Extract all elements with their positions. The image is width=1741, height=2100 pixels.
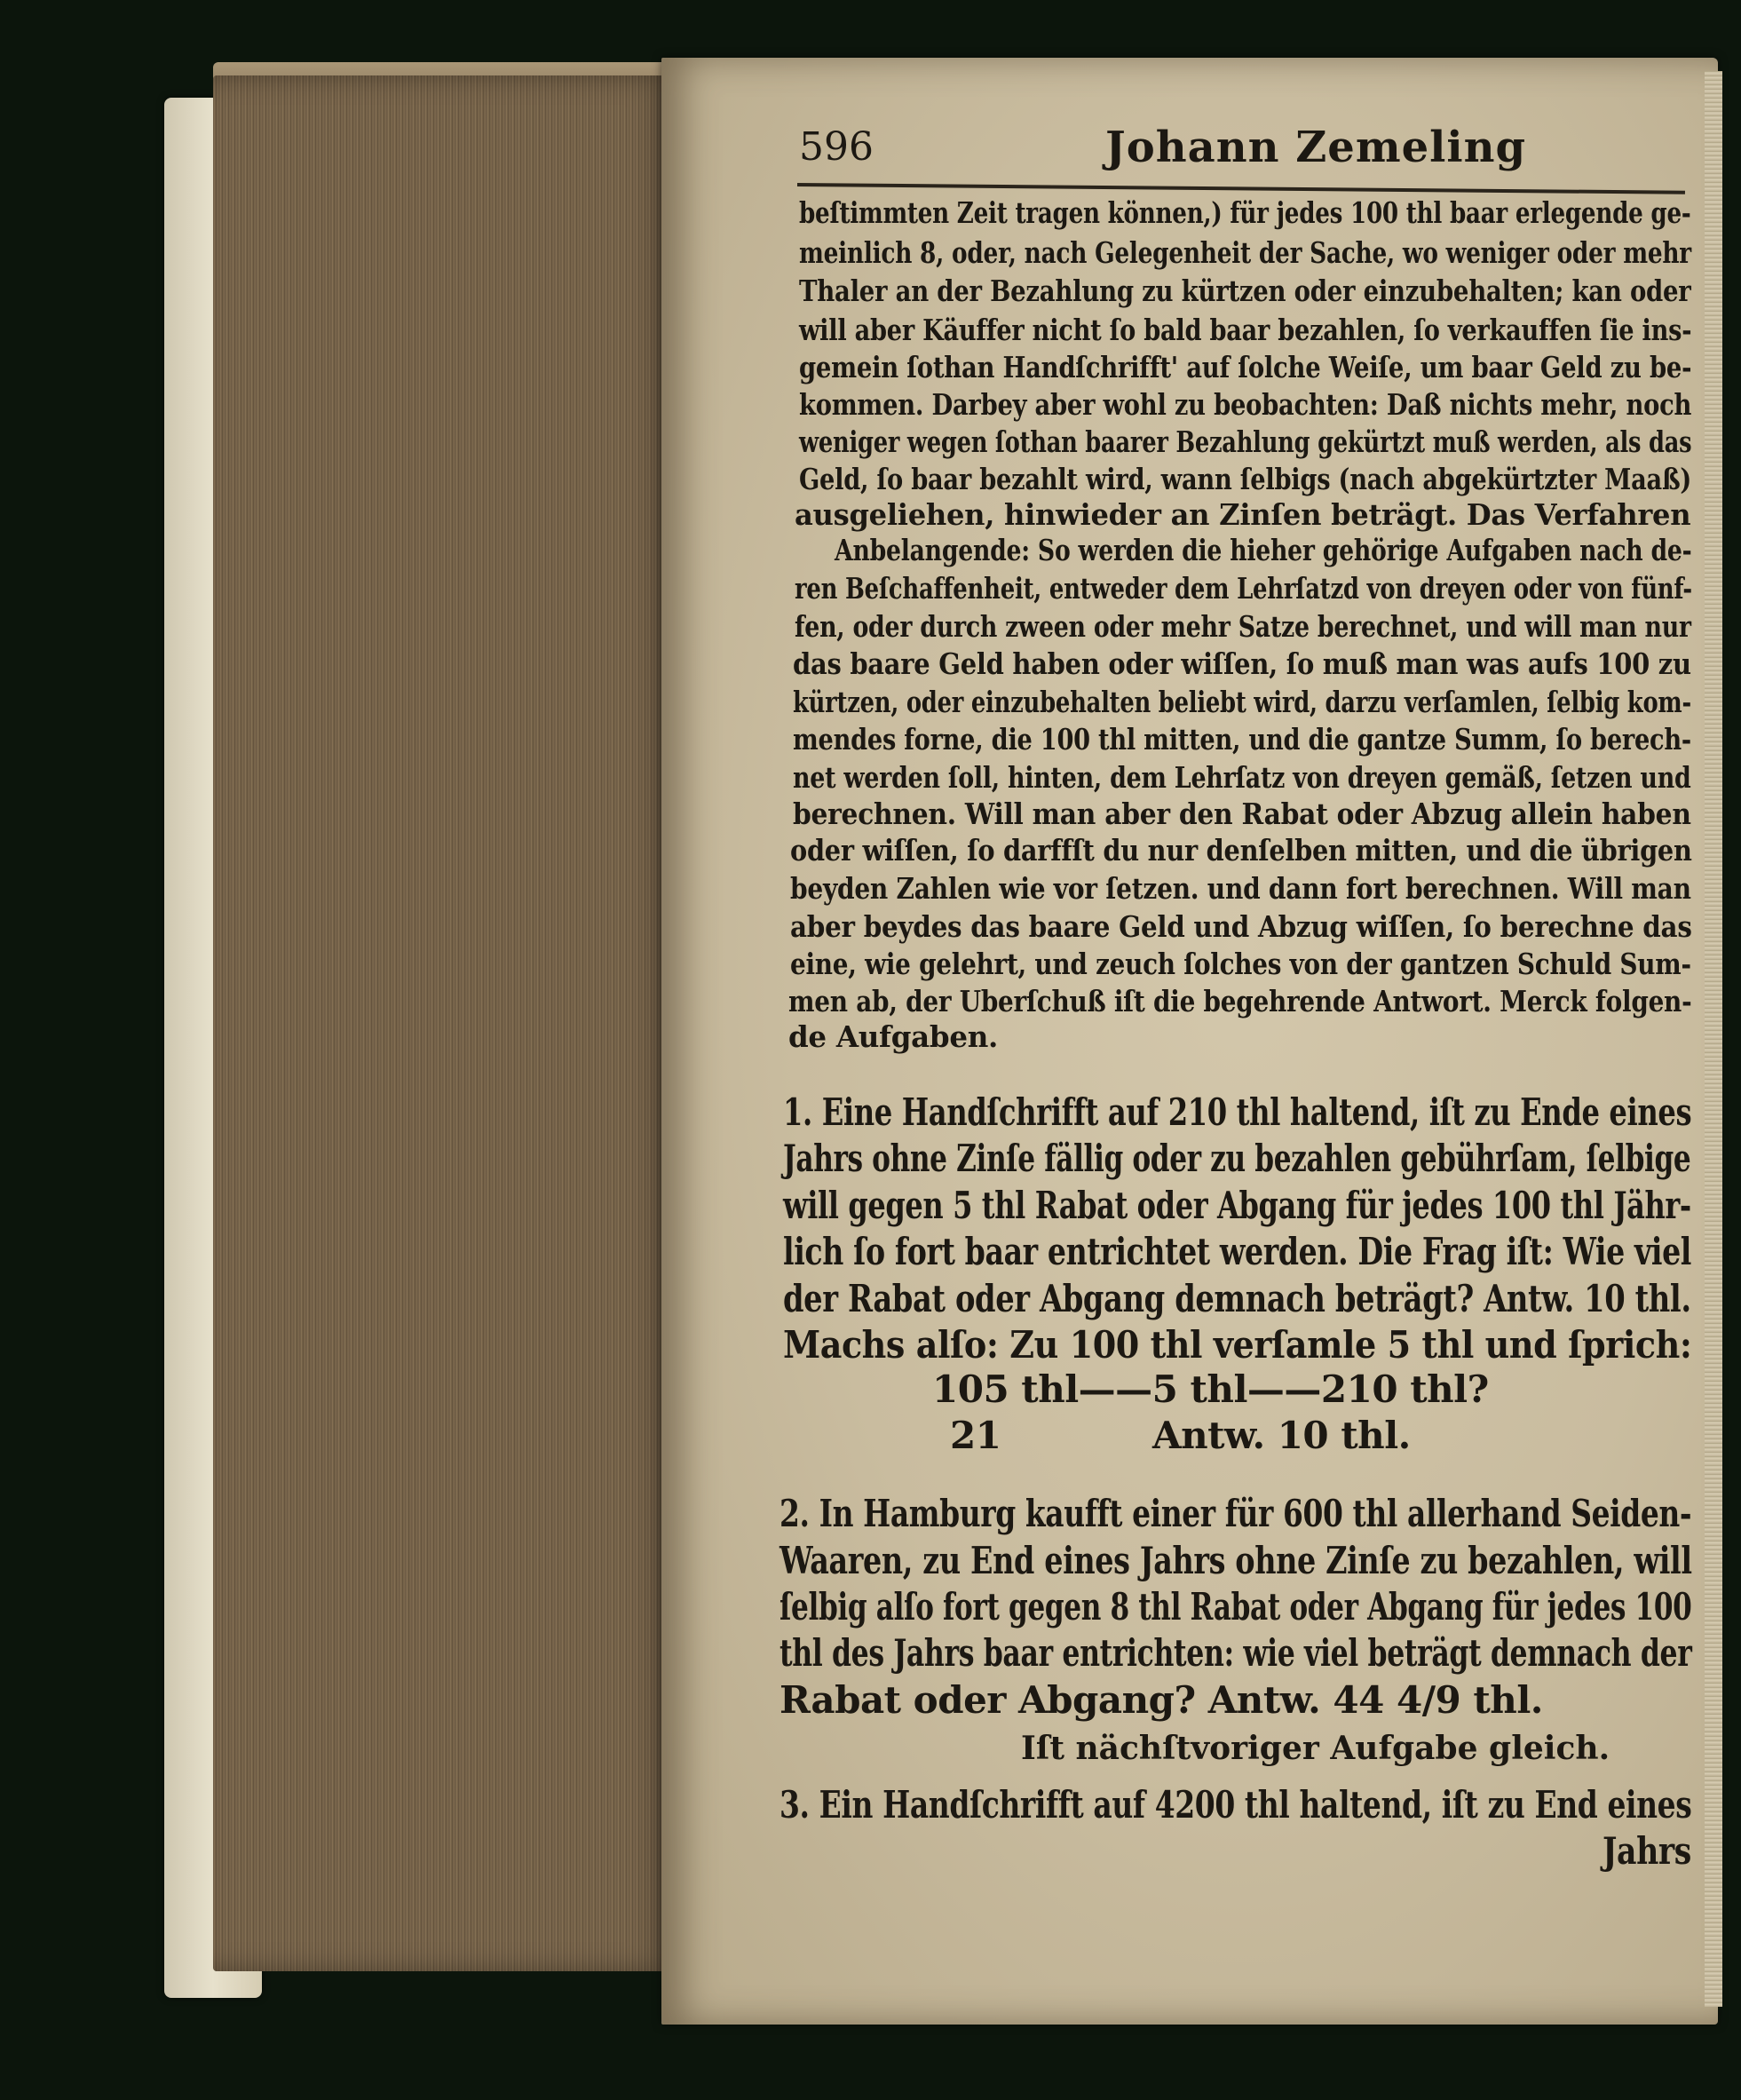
paragraph-line: Geld, ſo baar bezahlt wird, wann ſelbigs (nach abgekürtzter Maaß) [799, 462, 1692, 496]
paragraph-line: beyden Zahlen wie vor ſetzen. und dann fort berechnen. Will man [790, 871, 1691, 906]
paragraph-line: net werden ſoll, hinten, dem Lehrſatz von dreyen gemäß, ſetzen und [793, 760, 1691, 795]
catchword: Jahrs [1603, 1829, 1691, 1873]
paragraph-line: men ab, der Uberſchuß iſt die begehrende Antwort. Merck folgen- [788, 984, 1692, 1018]
example-3-line: 3. Ein Handſchrifft auf 4200 thl haltend, iſt zu End eines [779, 1783, 1692, 1827]
paragraph-line: eine, wie gelehrt, und zeuch ſolches von der gantzen Schuld Sum- [790, 947, 1691, 981]
paragraph-line: ausgeliehen, hinwieder an Zinſen beträgt. Das Verfahren [795, 497, 1691, 532]
example-2-line: Rabat oder Abgang? Antw. 44 4/9 thl. [779, 1678, 1543, 1722]
paragraph-line: gemein ſothan Handſchrifft' auf ſolche Weiſe, um baar Geld zu be- [799, 350, 1692, 384]
example-1-line: 1. Eine Handſchrifft auf 210 thl haltend, iſt zu Ende eines [783, 1090, 1692, 1134]
paragraph-line: Anbelangende: So werden die hieher gehörige Aufgaben nach de- [835, 533, 1692, 567]
paragraph-line: weniger wegen ſothan baarer Bezahlung gekürtzt muß werden, als das [799, 424, 1692, 459]
paragraph-line: fen, oder durch zween oder mehr Satze berechnet, und will man nur [795, 609, 1691, 644]
paragraph-line: ren Beſchaffenheit, entweder dem Lehrſatzd von dreyen oder von fünf- [795, 571, 1692, 606]
paragraph-line: aber beydes das baare Geld und Abzug wiſſen, ſo berechne das [790, 909, 1692, 944]
paragraph-line: mendes forne, die 100 thl mitten, und die gantze Summ, ſo berech- [793, 722, 1691, 757]
example-1-answer: Antw. 10 thl. [1152, 1414, 1411, 1457]
example-1-line: lich ſo fort baar entrichtet werden. Die Frag iſt: Wie viel [783, 1230, 1692, 1273]
paragraph-line: oder wiſſen, ſo darffſt du nur denſelben mitten, und die übrigen [790, 833, 1692, 868]
running-head: Johann Zemeling [1105, 123, 1527, 172]
example-2-line: ſelbig alſo fort gegen 8 thl Rabat oder Abgang für jedes 100 [779, 1585, 1692, 1628]
example-1-line: Machs alſo: Zu 100 thl verſamle 5 thl und ſprich: [783, 1323, 1692, 1367]
page-number: 596 [799, 124, 874, 170]
example-2-note: Iſt nächſtvoriger Aufgabe gleich. [1021, 1730, 1610, 1767]
example-2-line: Waaren, zu End eines Jahrs ohne Zinſe zu bezahlen, will [779, 1539, 1692, 1582]
example-1-proportion: 105 thl——5 thl——210 thl? [932, 1367, 1489, 1411]
example-1-line: der Rabat oder Abgang demnach beträgt? Antw. 10 thl. [783, 1277, 1691, 1320]
paragraph-line: will aber Käuffer nicht ſo bald baar bezahlen, ſo verkauffen ſie ins- [799, 313, 1692, 347]
example-1-line: Jahrs ohne Zinſe fällig oder zu bezahlen gebührſam, ſelbige [783, 1137, 1691, 1180]
paragraph-line: de Aufgaben. [788, 1019, 999, 1054]
example-1-divisor: 21 [950, 1414, 1001, 1457]
paragraph-line: kürtzen, oder einzubehalten beliebt wird, darzu verſamlen, ſelbig kom- [793, 685, 1691, 719]
paragraph-line: meinlich 8, oder, nach Gelegenheit der Sache, wo weniger oder mehr [799, 235, 1691, 270]
paragraph-line: beſtimmten Zeit tragen können,) für jedes 100 thl baar erlegende ge- [799, 195, 1691, 230]
page-right-edge [1705, 71, 1722, 2007]
page-edges [213, 75, 675, 1971]
example-2-line: thl des Jahrs baar entrichten: wie viel beträgt demnach der [779, 1631, 1692, 1675]
paragraph-line: Thaler an der Bezahlung zu kürtzen oder einzubehalten; kan oder [799, 273, 1691, 308]
example-2-line: 2. In Hamburg kaufft einer für 600 thl allerhand Seiden- [779, 1492, 1692, 1535]
example-1-line: will gegen 5 thl Rabat oder Abgang für jedes 100 thl Jähr- [783, 1184, 1691, 1227]
paragraph-line: kommen. Darbey aber wohl zu beobachten: Daß nichts mehr, noch [799, 387, 1692, 422]
paragraph-line: das baare Geld haben oder wiſſen, ſo muß man was aufs 100 zu [793, 646, 1691, 681]
paragraph-line: berechnen. Will man aber den Rabat oder Abzug allein haben [793, 796, 1691, 831]
